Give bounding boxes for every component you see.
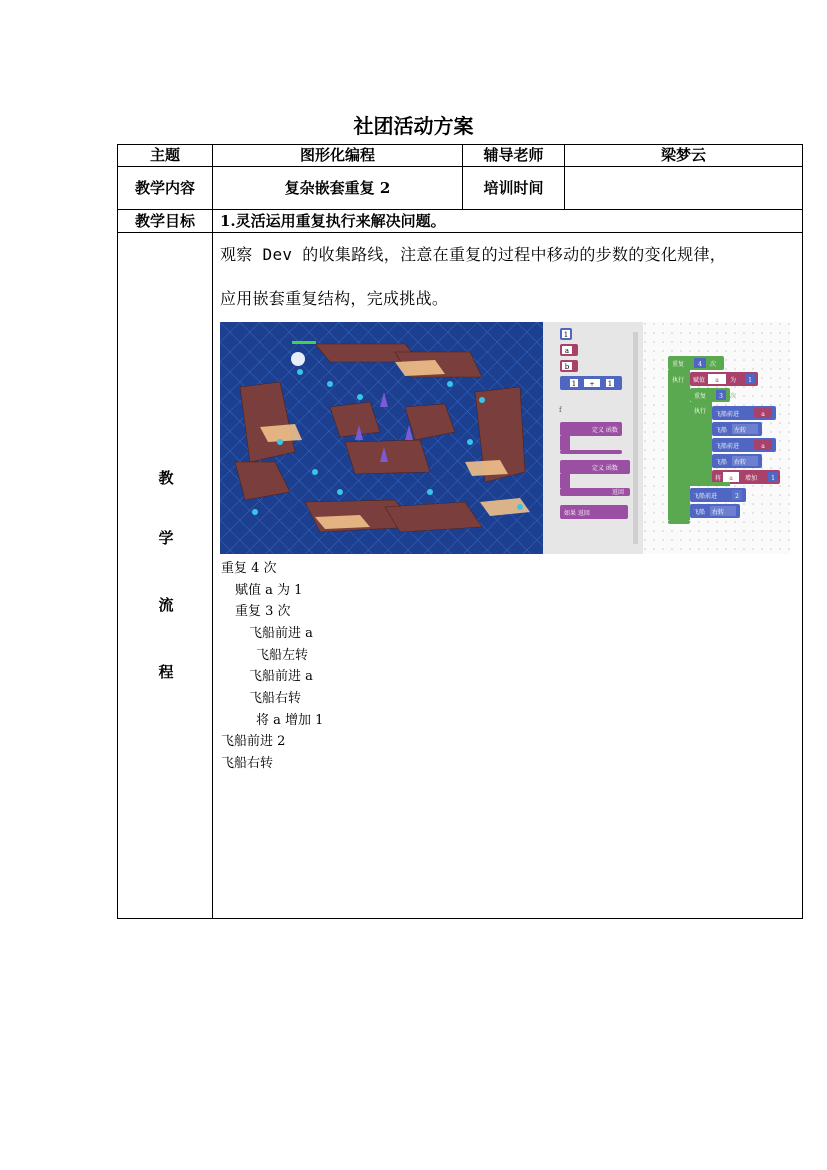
- svg-text:4: 4: [698, 361, 702, 368]
- svg-text:为: 为: [730, 377, 737, 384]
- svg-text:+: +: [589, 381, 595, 388]
- process-label-char: 流: [158, 596, 174, 614]
- svg-text:右转: 右转: [734, 459, 747, 466]
- svg-text:飞船: 飞船: [693, 509, 706, 516]
- svg-text:重复: 重复: [694, 393, 707, 400]
- label-time: 培训时间: [483, 179, 544, 197]
- code-line: 赋值 a 为 1: [235, 583, 303, 598]
- value-theme: 图形化编程: [299, 146, 375, 164]
- svg-text:2: 2: [735, 493, 739, 500]
- svg-text:次: 次: [710, 361, 717, 368]
- svg-text:返回: 返回: [612, 489, 625, 496]
- svg-text:a: a: [715, 377, 719, 384]
- svg-text:1: 1: [748, 377, 752, 384]
- code-line: 飞船前进 2: [221, 734, 286, 749]
- svg-text:飞船: 飞船: [715, 427, 728, 434]
- game-board: [220, 322, 543, 554]
- svg-text:飞船前进: 飞船前进: [693, 493, 718, 500]
- svg-text:a: a: [564, 347, 570, 355]
- svg-text:f: f: [559, 406, 562, 414]
- code-line: 将 a 增加 1: [256, 713, 324, 728]
- process-label-char: 教: [158, 469, 174, 487]
- code-workspace: [643, 322, 790, 554]
- code-line: 重复 3 次: [235, 604, 291, 619]
- svg-text:a: a: [761, 443, 765, 450]
- process-label-char: 程: [158, 663, 174, 681]
- block-palette: [543, 322, 643, 554]
- svg-text:1: 1: [563, 331, 569, 339]
- intro-line-2: 应用嵌套重复结构，完成挑战。: [220, 289, 449, 308]
- svg-text:飞船前进: 飞船前进: [715, 443, 740, 450]
- label-content: 教学内容: [134, 179, 195, 197]
- svg-text:执行: 执行: [672, 377, 685, 384]
- svg-text:重复: 重复: [672, 361, 685, 368]
- value-teacher: 梁梦云: [660, 146, 706, 164]
- svg-text:将: 将: [715, 475, 722, 482]
- svg-text:飞船: 飞船: [715, 459, 728, 466]
- svg-text:如果 返回: 如果 返回: [564, 510, 590, 517]
- code-line: 飞船右转: [249, 691, 302, 706]
- svg-text:b: b: [564, 363, 570, 371]
- page-title: 社团活动方案: [353, 114, 474, 138]
- svg-text:增加: 增加: [745, 475, 758, 482]
- value-content: 复杂嵌套重复 2: [284, 179, 391, 197]
- label-goal: 教学目标: [134, 212, 195, 230]
- svg-text:左转: 左转: [734, 427, 747, 434]
- svg-text:a: a: [729, 475, 733, 482]
- svg-text:3: 3: [719, 393, 723, 400]
- code-line: 飞船右转: [221, 756, 274, 771]
- lesson-screenshot: [220, 322, 790, 554]
- svg-text:1: 1: [607, 380, 613, 388]
- value-goal: 1.灵活运用重复执行来解决问题。: [220, 212, 446, 230]
- code-line: 飞船前进 a: [249, 626, 313, 641]
- svg-text:赋值: 赋值: [693, 377, 706, 384]
- svg-text:次: 次: [730, 393, 737, 400]
- svg-text:a: a: [761, 411, 765, 418]
- svg-text:飞船前进: 飞船前进: [715, 411, 740, 418]
- code-line: 重复 4 次: [221, 561, 277, 576]
- svg-text:定义 函数: 定义 函数: [592, 465, 618, 472]
- svg-text:1: 1: [771, 475, 775, 482]
- process-label-char: 学: [158, 529, 174, 547]
- svg-text:执行: 执行: [694, 408, 707, 415]
- svg-text:右转: 右转: [712, 509, 725, 516]
- intro-line-1: 观察 Dev 的收集路线，注意在重复的过程中移动的步数的变化规律，: [220, 245, 727, 264]
- svg-text:1: 1: [571, 380, 577, 388]
- label-teacher: 辅导老师: [483, 146, 544, 164]
- label-theme: 主题: [149, 146, 180, 164]
- code-line: 飞船前进 a: [249, 669, 313, 684]
- code-line: 飞船左转: [256, 648, 309, 663]
- svg-text:定义 函数: 定义 函数: [592, 427, 618, 434]
